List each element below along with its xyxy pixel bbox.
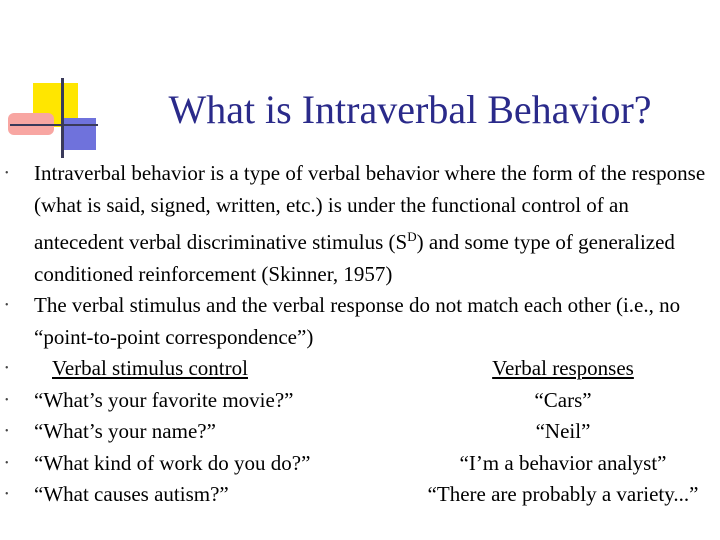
- logo-horizontal-line: [10, 124, 98, 126]
- response-cell: “Cars”: [534, 387, 592, 412]
- bullet-table-header: [0, 353, 720, 385]
- sd-superscript: D: [407, 229, 417, 244]
- stimulus-note-text: The verbal stimulus and the verbal response do not match each other (i.e., no “point-to-point correspondence”): [34, 293, 681, 349]
- header-verbal-responses: Verbal responses: [492, 356, 634, 380]
- bullet-dot-icon: •: [5, 457, 9, 469]
- bullet-dot-icon: •: [5, 489, 9, 500]
- bullet-definition: [0, 158, 720, 290]
- definition-text-a: Intraverbal behavior is a type of verbal behavior where the form of the response (what is said, signed, written, etc.) is under the functional control of an antecedent verbal discriminative stimulus (S: [34, 161, 706, 254]
- logo-blue-square: [63, 118, 96, 150]
- table-row: [0, 385, 720, 417]
- stimulus-cell: “What’s your favorite movie?”: [34, 387, 294, 412]
- bullet-list: [0, 158, 720, 511]
- bullet-dot-icon: •: [5, 168, 9, 179]
- definition-text-b: ) and some type of generalized conditioned reinforcement (Skinner, 1957): [34, 230, 675, 286]
- bullet-dot-icon: •: [5, 300, 9, 311]
- response-cell: “Neil”: [535, 419, 591, 443]
- stimulus-cell: “What’s your name?”: [34, 419, 216, 443]
- header-verbal-stimulus: Verbal stimulus control: [52, 356, 248, 380]
- table-row: [0, 416, 720, 448]
- table-row: [0, 479, 720, 511]
- bullet-stimulus-note: [0, 290, 720, 353]
- bullet-dot-icon: •: [5, 363, 9, 374]
- table-row: [0, 448, 720, 480]
- bullet-dot-icon: •: [5, 394, 9, 406]
- logo-vertical-line: [61, 78, 64, 158]
- stimulus-cell: “What causes autism?”: [34, 482, 229, 506]
- response-cell: “There are probably a variety...”: [427, 482, 699, 506]
- response-cell: “I’m a behavior analyst”: [459, 450, 667, 475]
- slide-title: What is Intraverbal Behavior?: [168, 87, 652, 132]
- stimulus-cell: “What kind of work do you do?”: [34, 450, 311, 475]
- bullet-dot-icon: •: [5, 426, 9, 437]
